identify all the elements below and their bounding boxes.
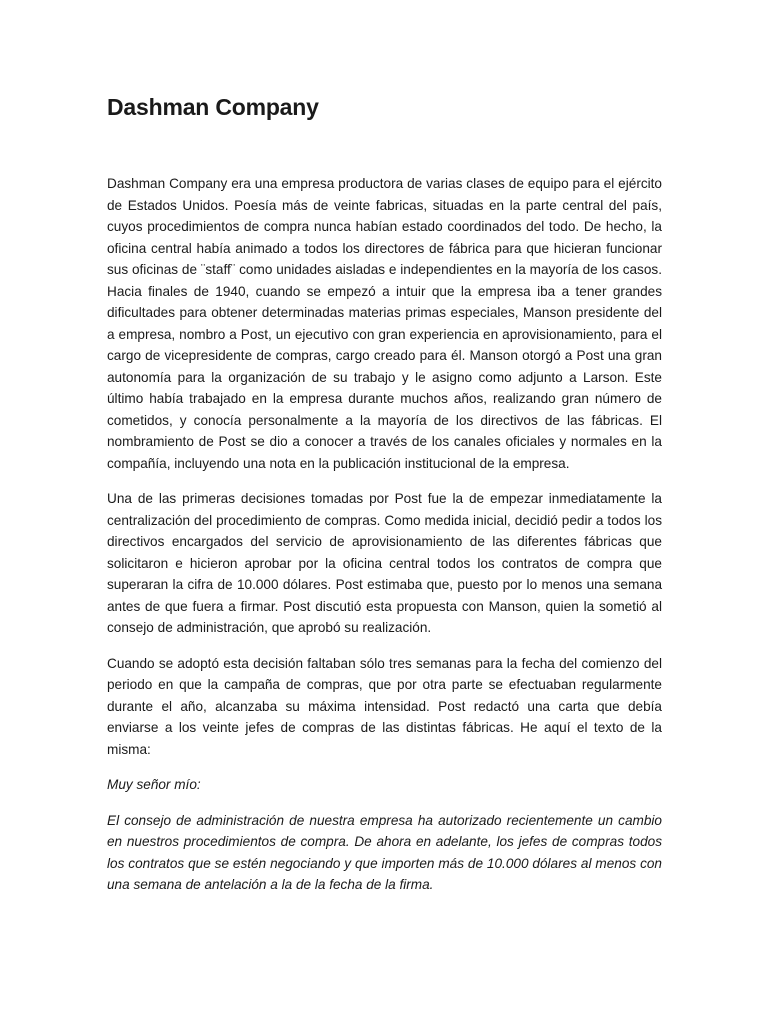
paragraph-intro: Dashman Company era una empresa productora de varias clases de equipo para el ejército de Estados Unidos. Poesía más de veinte fabricas, situadas en la parte central del país, cuyos procedimientos de compra nunca habían estado coordinados del todo. De hecho, la oficina central había animado a todos los directores de fábrica para que hicieran funcionar sus oficinas de ¨staff¨ como unidades aisladas e independientes en la mayoría de los casos. Hacia finales de 1940, cuando se empezó a intuir que la empresa iba a tener grandes dificultades para obtener determinadas materias primas especiales, Manson presidente del a empresa, nombro a Post, un ejecutivo con gran experiencia en aprovisionamiento, para el cargo de vicepresidente de compras, cargo creado para él. Manson otorgó a Post una gran autonomía para la organización de su trabajo y le asigno como adjunto a Larson. Este último había trabajado en la empresa durante muchos años, realizando gran número de cometidos, y conocía personalmente a la mayoría de los directivos de las fábricas. El nombramiento de Post se dio a conocer a través de los canales oficiales y normales en la compañía, incluyendo una nota en la publicación institucional de la empresa. <box>107 176 662 471</box>
document-body <box>107 173 662 910</box>
letter-salutation: Muy señor mío: <box>107 777 201 792</box>
document-title: Dashman Company <box>107 94 319 120</box>
paragraph-centralization: Una de las primeras decisiones tomadas por Post fue la de empezar inmediatamente la centralización del procedimiento de compras. Como medida inicial, decidió pedir a todos los directivos encargados del servicio de aprovisionamiento de las diferentes fábricas que solicitaron e hicieron aprobar por la oficina central todos los contratos de compra que superaran la cifra de 10.000 dólares. Post estimaba que, puesto por lo menos una semana antes de que fuera a firmar. Post discutió esta propuesta con Manson, quien la sometió al consejo de administración, que aprobó su realización. <box>107 491 662 635</box>
letter-body: El consejo de administración de nuestra empresa ha autorizado recientemente un cambio en nuestros procedimientos de compra. De ahora en adelante, los jefes de compras todos los contratos que se estén negociando y que importen más de 10.000 dólares al menos con una semana de antelación a la de la fecha de la firma. <box>107 812 662 892</box>
paragraph-letter-context: Cuando se adoptó esta decisión faltaban sólo tres semanas para la fecha del comienzo del periodo en que la campaña de compras, que por otra parte se efectuaban regularmente durante el año, alcanzaba su máxima intensidad. Post redactó una carta que debía enviarse a los veinte jefes de compras de las distintas fábricas. He aquí el texto de la misma: <box>107 655 662 757</box>
